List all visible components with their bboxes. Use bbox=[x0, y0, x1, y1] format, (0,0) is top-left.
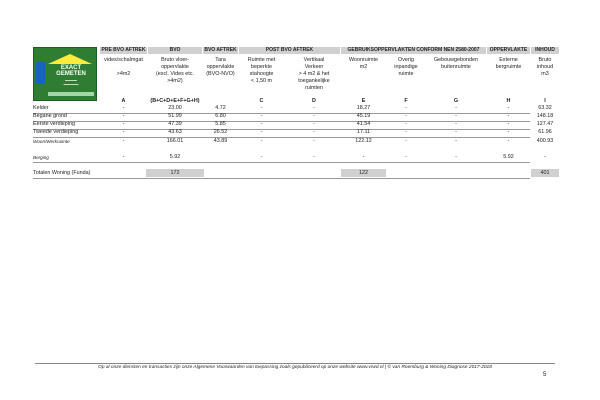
table-cell: 45.19 bbox=[356, 113, 371, 119]
table-cell: - bbox=[260, 105, 263, 111]
header-oppervlakte: OPPERVLAKTE bbox=[487, 47, 530, 54]
table-cell: - bbox=[405, 113, 407, 119]
table-cell: - bbox=[405, 138, 407, 144]
table-cell: - bbox=[313, 121, 315, 127]
table-cell: - bbox=[260, 113, 263, 119]
table-cell: - bbox=[507, 121, 510, 127]
column-letter-i: I bbox=[544, 98, 546, 104]
table-cell: - bbox=[405, 154, 407, 160]
subheader-d: Vertikaal Verkeer > 4 m2 & het toegankelijke ruimten bbox=[298, 57, 330, 91]
table-cell: - bbox=[122, 138, 125, 144]
table-cell: - bbox=[507, 105, 510, 111]
column-letter-h: H bbox=[506, 98, 511, 104]
table-cell: - bbox=[313, 138, 315, 144]
column-letter-d: D bbox=[312, 98, 316, 104]
table-cell: 63.32 bbox=[538, 105, 552, 111]
table-cell: 4.72 bbox=[215, 105, 226, 111]
table-cell: 6.80 bbox=[215, 113, 226, 119]
table-cell: 18.27 bbox=[356, 105, 371, 111]
table-cell: - bbox=[122, 154, 125, 160]
totals-label: Totalen Woning (Funda) bbox=[33, 170, 91, 176]
table-cell: - bbox=[507, 138, 510, 144]
table-cell: - bbox=[455, 138, 457, 144]
table-cell: - bbox=[405, 129, 407, 135]
table-cell: - bbox=[260, 154, 263, 160]
table-cell: - bbox=[507, 113, 510, 119]
table-cell: 5.85 bbox=[215, 121, 226, 127]
subheader-a: vides/schalmgat >4m2 bbox=[104, 57, 143, 77]
column-letter-e: E bbox=[361, 98, 366, 104]
table-cell: - bbox=[122, 121, 125, 127]
table-cell: - bbox=[260, 121, 263, 127]
table-cell: - bbox=[455, 113, 457, 119]
total-gbo: 122 bbox=[341, 169, 386, 177]
table-cell: - bbox=[122, 105, 125, 111]
table-cell: 61.96 bbox=[538, 129, 552, 135]
table-cell: - bbox=[544, 154, 546, 160]
table-cell: 43.89 bbox=[213, 138, 228, 144]
subheader-i: Bruto inhoud m3 bbox=[536, 57, 554, 77]
table-cell: 166.01 bbox=[166, 138, 184, 144]
header-gebruiksoppervlakten: GEBRUIKSOPPERVLAKTEN CONFORM NEN 2580-2007 bbox=[341, 47, 486, 54]
table-cell: - bbox=[313, 129, 315, 135]
table-cell: 127.47 bbox=[536, 121, 554, 127]
total-bvo: 172 bbox=[146, 169, 204, 177]
subheader-e: Woonruimte m2 bbox=[349, 57, 378, 70]
header-pre-bvo-aftrek: PRE BVO AFTREK bbox=[101, 47, 146, 53]
exact-gemeten-logo: EXACT GEMETEN ▬▬▬▬ ▬▬▬▬▬ bbox=[33, 47, 97, 101]
table-cell: 51.99 bbox=[168, 113, 182, 119]
row-label: Tweede verdieping bbox=[33, 129, 79, 135]
house-roof-icon bbox=[48, 54, 92, 64]
table-cell: - bbox=[260, 129, 263, 135]
table-cell: 148.18 bbox=[536, 113, 554, 119]
table-cell: - bbox=[507, 129, 510, 135]
table-cell: 17.11 bbox=[356, 129, 371, 135]
table-cell: 400.93 bbox=[536, 138, 554, 144]
flag-icon bbox=[36, 62, 45, 84]
row-label: Eerste verdieping bbox=[33, 121, 75, 127]
table-cell: - bbox=[122, 129, 125, 135]
table-cell: - bbox=[405, 121, 407, 127]
column-letter-f: F bbox=[404, 98, 408, 104]
row-label: Kelder bbox=[33, 105, 49, 111]
subheader-c: Ruimte met beperkte stahoogte < 1,50 m bbox=[247, 57, 276, 84]
table-cell: 26.52 bbox=[213, 129, 228, 135]
header-bvo-aftrek: BVO AFTREK bbox=[204, 47, 237, 53]
table-cell: - bbox=[313, 105, 315, 111]
header-bvo: BVO bbox=[148, 47, 202, 54]
table-cell: - bbox=[455, 154, 457, 160]
table-cell: 5.92 bbox=[503, 154, 514, 160]
page-number: 5 bbox=[543, 372, 547, 378]
table-cell: 122.12 bbox=[355, 138, 372, 144]
column-letter-a: A bbox=[121, 98, 126, 104]
header-inhoud: INHOUD bbox=[531, 47, 559, 54]
table-cell: - bbox=[313, 113, 315, 119]
subheader-tara: Tara oppervlakte (BVO-NVO) bbox=[206, 57, 235, 77]
row-label-berging: Berging bbox=[33, 155, 49, 160]
table-cell: - bbox=[455, 129, 457, 135]
table-cell: - bbox=[122, 113, 125, 119]
table-cell: - bbox=[455, 121, 457, 127]
column-letter-g: G bbox=[453, 98, 459, 104]
table-cell: - bbox=[313, 154, 315, 160]
subheader-g: Gebouwgebonden buitenruimte bbox=[433, 57, 479, 70]
table-cell: 43.63 bbox=[168, 129, 182, 135]
header-post-bvo-aftrek: POST BVO AFTREK bbox=[239, 47, 340, 54]
logo-text: EXACT GEMETEN bbox=[56, 65, 86, 77]
table-cell: - bbox=[455, 105, 457, 111]
total-inhoud: 401 bbox=[531, 169, 559, 177]
column-letter-c: C bbox=[259, 98, 264, 104]
footer-text: Op al onze diensten en transacties zijn onze Algemene Voorwaarden van toepassing zoals gepubliceerd op onze website www.vrwd.nl | © van Roemburg & Woning Diagnose 2017-2018 bbox=[98, 365, 492, 370]
subheader-f: Overig inpandige ruimte bbox=[394, 57, 418, 77]
table-cell: 47.39 bbox=[168, 121, 182, 127]
table-cell: - bbox=[362, 154, 365, 160]
table-cell: 41.54 bbox=[356, 121, 371, 127]
table-cell: 5.92 bbox=[169, 154, 181, 160]
table-cell: - bbox=[405, 105, 407, 111]
subheader-h: Externe bergruimte bbox=[495, 57, 522, 70]
column-letter-b: (B+C+D+E+F+G+H) bbox=[150, 98, 200, 104]
subheader-b: Bruto vloer- oppervlakte (excl. Vides etc. >4m2) bbox=[156, 57, 194, 84]
table-cell: 23.00 bbox=[168, 105, 182, 111]
row-label: Woon/Werkruimte bbox=[33, 139, 70, 144]
row-label: Begane grond bbox=[33, 113, 67, 119]
table-cell: - bbox=[260, 138, 263, 144]
